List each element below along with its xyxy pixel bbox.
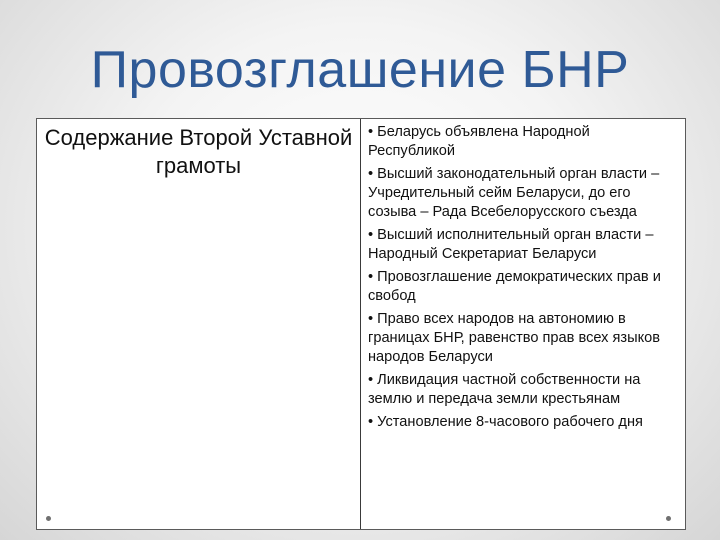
bullet-item: • Высший законодательный орган власти – Учредительный сейм Беларуси, до его созыва – Рада Всебелорусского съезда bbox=[368, 166, 660, 220]
content-table bbox=[36, 118, 686, 530]
bullet-item: • Ликвидация частной собственности на землю и передача земли крестьянам bbox=[368, 372, 641, 407]
table-left-header: Содержание Второй Уставной грамоты bbox=[44, 125, 353, 178]
column-divider bbox=[360, 119, 361, 529]
bullet-item: • Право всех народов на автономию в границах БНР, равенство прав всех языков народов Беларуси bbox=[368, 311, 661, 365]
table-bullet-list bbox=[368, 123, 676, 436]
bullet-item: • Установление 8-часового рабочего дня bbox=[368, 414, 643, 430]
corner-dot-icon bbox=[666, 516, 671, 521]
bullet-item: • Беларусь объявлена Народной Республикой bbox=[368, 124, 590, 159]
slide-title: Провозглашение БНР bbox=[90, 41, 630, 99]
bullet-item: • Высший исполнительный орган власти – Народный Секретариат Беларуси bbox=[368, 227, 654, 262]
corner-dot-icon bbox=[46, 516, 51, 521]
bullet-item: • Провозглашение демократических прав и свобод bbox=[368, 269, 661, 304]
